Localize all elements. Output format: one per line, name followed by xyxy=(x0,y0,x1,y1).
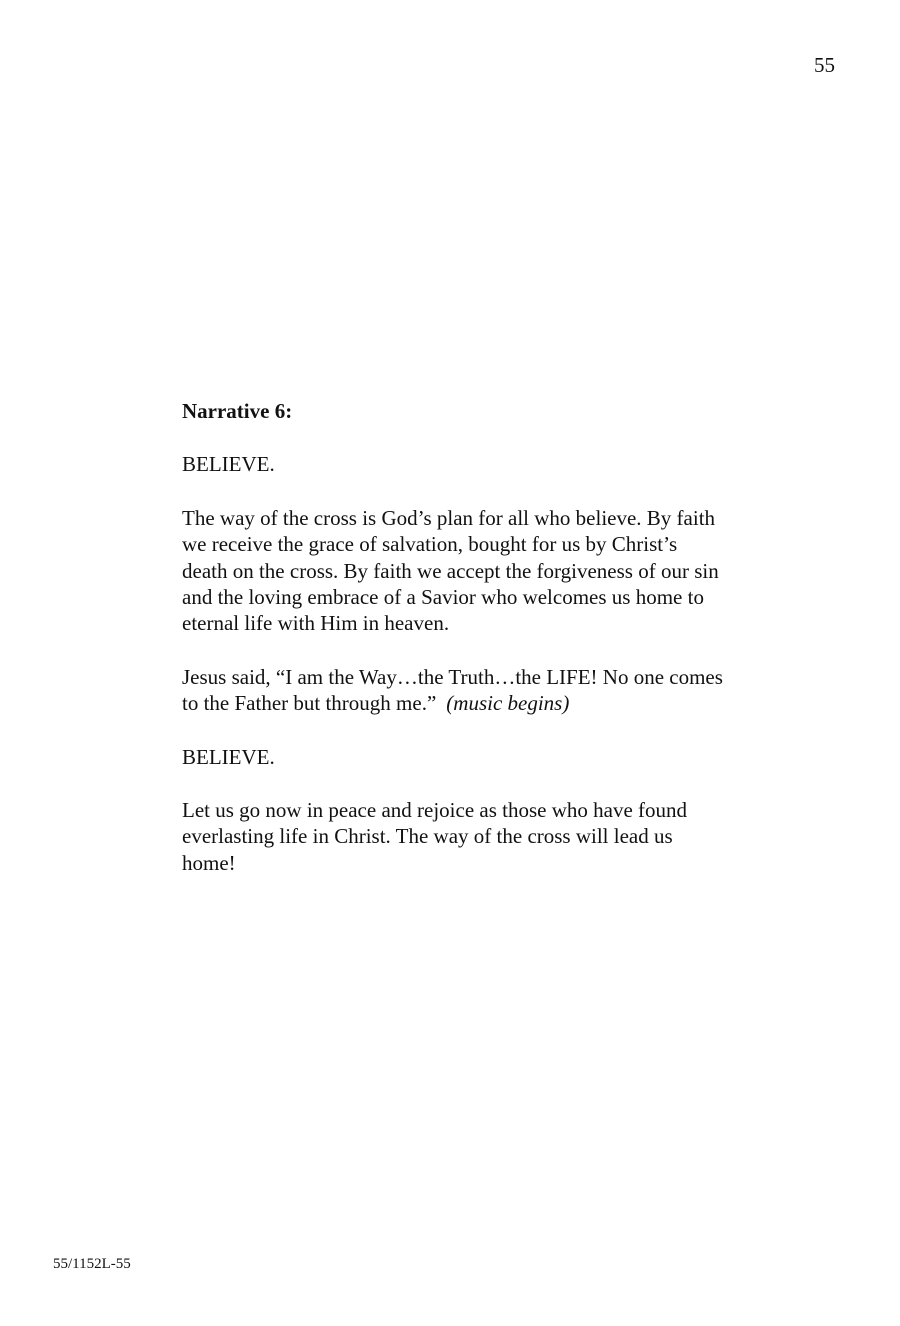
narrative-heading: Narrative 6: xyxy=(182,399,293,423)
jesus-quote: Jesus said, “I am the Way…the Truth…the LIFE! No one comes to the Father but through me.” xyxy=(182,664,723,716)
page-number: 55 xyxy=(814,53,835,77)
footer-code: 55/1152L-55 xyxy=(53,1256,131,1272)
stage-direction: (music begins) xyxy=(446,691,570,716)
narrative-section xyxy=(182,398,727,903)
narrative-paragraph-2: Let us go now in peace and rejoice as those who have found everlasting life in Christ. The way of the cross will lead us home! xyxy=(182,798,688,875)
believe-line-2: BELIEVE. xyxy=(182,744,275,769)
narrative-paragraph-1: The way of the cross is God’s plan for all who believe. By faith we receive the grace of salvation, bought for us by Christ’s death on the cross. By faith we accept the forgiveness of our sin and the loving embrace of a Savior who welcomes us home to eternal life with Him in heaven. xyxy=(182,505,719,636)
jesus-quote-paragraph xyxy=(182,664,727,717)
believe-line-1: BELIEVE. xyxy=(182,452,275,477)
